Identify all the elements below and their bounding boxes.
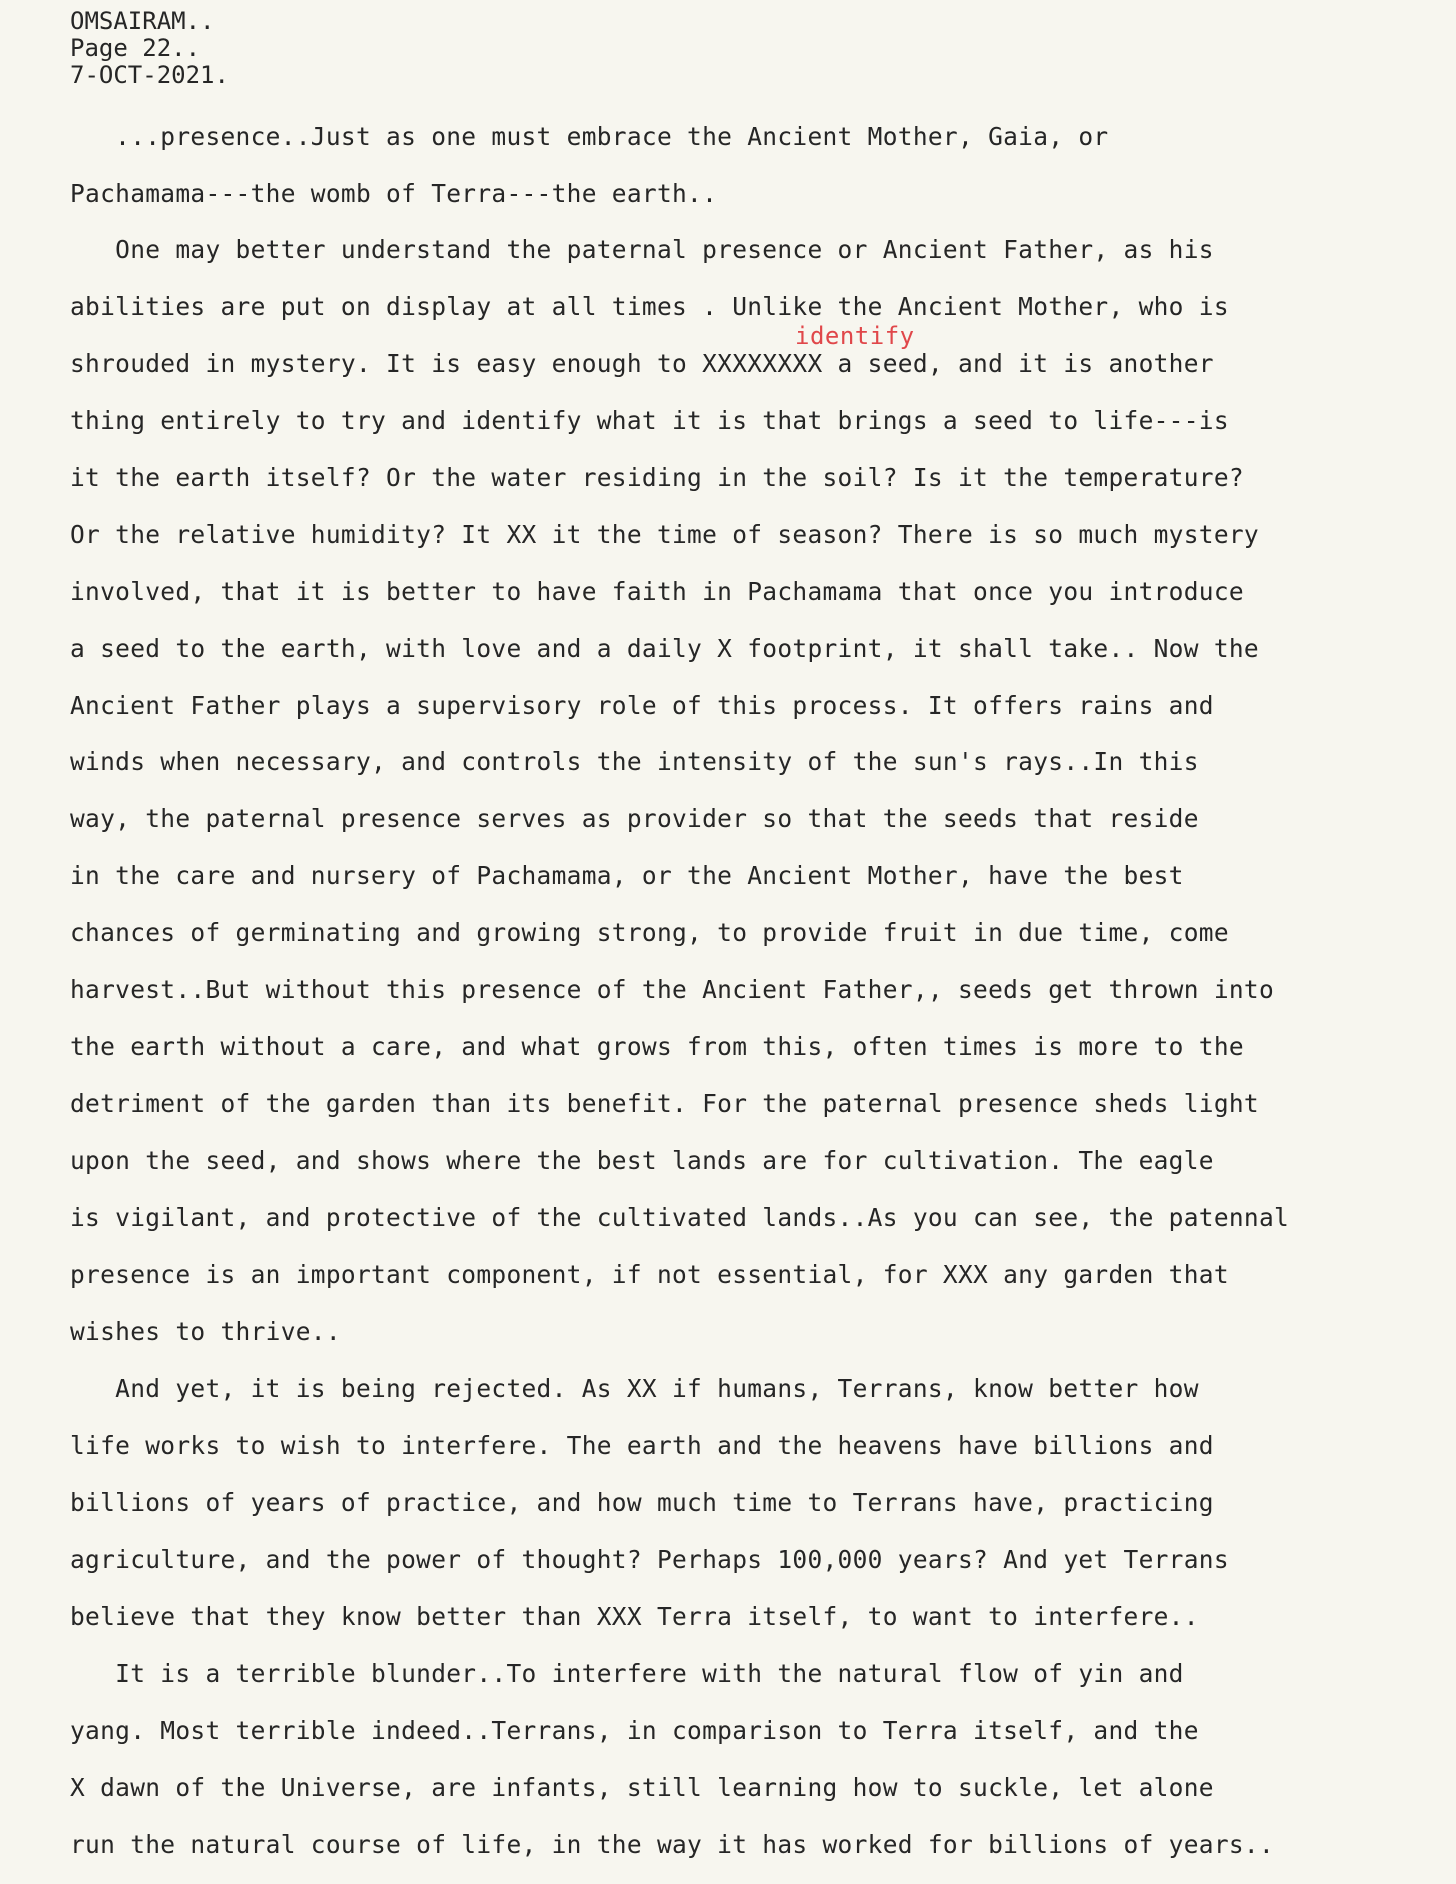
header-title: OMSAIRAM..: [70, 7, 215, 35]
text-line: yang. Most terrible indeed..Terrans, in comparison to Terra itself, and the: [70, 1716, 1199, 1745]
text-line: the earth without a care, and what grows from this, often times is more to the: [70, 1032, 1244, 1061]
text-line: X dawn of the Universe, are infants, still learning how to suckle, let alone: [70, 1773, 1214, 1802]
text-line: Ancient Father plays a supervisory role of this process. It offers rains and: [70, 691, 1214, 720]
header-date: 7-OCT-2021.: [70, 61, 229, 89]
text-line: shrouded in mystery. It is easy enough to XXXXXXXX a seed, and it is another: [70, 349, 1214, 378]
text-line: winds when necessary, and controls the intensity of the sun's rays..In this: [70, 747, 1199, 776]
text-line: a seed to the earth, with love and a daily X footprint, it shall take.. Now the: [70, 634, 1259, 663]
text-line: presence is an important component, if not essential, for XXX any garden that: [70, 1260, 1229, 1289]
text-line: is vigilant, and protective of the cultivated lands..As you can see, the patennal: [70, 1203, 1290, 1232]
text-line: harvest..But without this presence of the Ancient Father,, seeds get thrown into: [70, 975, 1275, 1004]
text-line: way, the paternal presence serves as provider so that the seeds that reside: [70, 804, 1199, 833]
handwritten-correction: identify: [795, 322, 915, 350]
text-line: ...presence..Just as one must embrace the Ancient Mother, Gaia, or: [70, 122, 1109, 151]
text-line: run the natural course of life, in the way it has worked for billions of years..: [70, 1830, 1275, 1859]
text-line: One may better understand the paternal presence or Ancient Father, as his: [70, 235, 1214, 264]
text-line: it the earth itself? Or the water residing in the soil? Is it the temperature?: [70, 463, 1244, 492]
text-line: chances of germinating and growing strong, to provide fruit in due time, come: [70, 918, 1229, 947]
header-page-number: Page 22..: [70, 34, 201, 62]
text-line: wishes to thrive..: [70, 1317, 341, 1346]
text-line: Or the relative humidity? It XX it the time of season? There is so much mystery: [70, 520, 1259, 549]
text-line: Pachamama---the womb of Terra---the earth..: [70, 179, 718, 208]
text-line: life works to wish to interfere. The earth and the heavens have billions and: [70, 1431, 1214, 1460]
text-line: And yet, it is being rejected. As XX if humans, Terrans, know better how: [70, 1374, 1199, 1403]
text-line: It is a terrible blunder..To interfere with the natural flow of yin and: [70, 1659, 1184, 1688]
text-line: involved, that it is better to have faith in Pachamama that once you introduce: [70, 577, 1244, 606]
text-line: in the care and nursery of Pachamama, or the Ancient Mother, have the best: [70, 861, 1184, 890]
text-line: thing entirely to try and identify what it is that brings a seed to life---is: [70, 406, 1229, 435]
text-line: believe that they know better than XXX Terra itself, to want to interfere..: [70, 1602, 1199, 1631]
text-line: detriment of the garden than its benefit. For the paternal presence sheds light: [70, 1089, 1259, 1118]
text-line: upon the seed, and shows where the best lands are for cultivation. The eagle: [70, 1146, 1214, 1175]
page-header: [70, 8, 229, 89]
text-line: agriculture, and the power of thought? Perhaps 100,000 years? And yet Terrans: [70, 1545, 1229, 1574]
text-line: billions of years of practice, and how much time to Terrans have, practicing: [70, 1488, 1214, 1517]
text-line: abilities are put on display at all times . Unlike the Ancient Mother, who is: [70, 292, 1229, 321]
